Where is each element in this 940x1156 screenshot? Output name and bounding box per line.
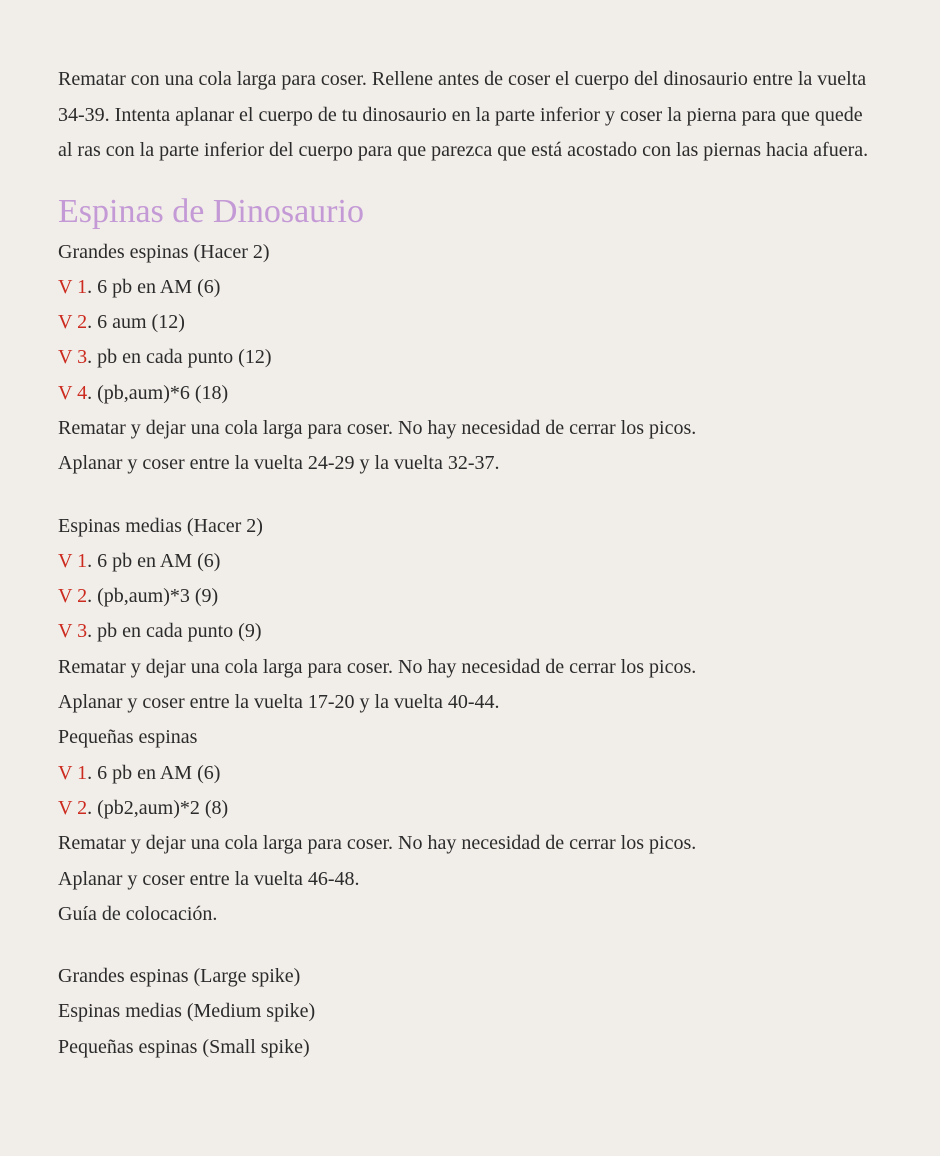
placement-guide-title: Guía de colocación.: [58, 902, 218, 925]
legend-large: Grandes espinas (Large spike): [58, 965, 301, 988]
small-round-1: [58, 756, 882, 791]
small-round-2: [58, 791, 882, 826]
medium-round-2: [58, 579, 882, 614]
round-label: V 1: [58, 761, 88, 784]
round-text: . pb en cada punto (9): [87, 620, 262, 643]
round-label: V 2: [58, 311, 88, 334]
large-finish-text: Rematar y dejar una cola larga para coser. No hay necesidad de cerrar los picos.: [58, 416, 697, 439]
round-label: V 1: [58, 275, 88, 298]
small-spikes-heading: Pequeñas espinas: [58, 726, 198, 749]
round-text: . 6 pb en AM (6): [87, 761, 221, 784]
round-text: . pb en cada punto (12): [87, 346, 272, 369]
round-text: . 6 pb en AM (6): [87, 275, 221, 298]
spacer: [58, 932, 882, 959]
large-round-3: [58, 340, 882, 375]
round-label: V 1: [58, 549, 88, 572]
round-label: V 2: [58, 796, 88, 819]
large-attach-text: Aplanar y coser entre la vuelta 24-29 y la vuelta 32-37.: [58, 452, 500, 475]
legend-small: Pequeñas espinas (Small spike): [58, 1035, 310, 1058]
intro-paragraph: Rematar con una cola larga para coser. Rellene antes de coser el cuerpo del dinosaurio entre la vuelta 34-39. Intenta aplanar el cuerpo de tu dinosaurio en la parte inferior y coser la pierna para que quede al ras con la parte inferior del cuerpo para que parezca que está acostado con las piernas hacia afuera.: [58, 68, 869, 161]
medium-round-3: [58, 614, 882, 649]
round-label: V 3: [58, 620, 88, 643]
small-attach-text: Aplanar y coser entre la vuelta 46-48.: [58, 867, 360, 890]
medium-finish-text: Rematar y dejar una cola larga para coser. No hay necesidad de cerrar los picos.: [58, 655, 697, 678]
medium-spikes-heading: Espinas medias (Hacer 2): [58, 514, 263, 537]
legend-medium: Espinas medias (Medium spike): [58, 1000, 316, 1023]
round-label: V 4: [58, 381, 88, 404]
round-text: . (pb,aum)*3 (9): [87, 585, 219, 608]
large-round-4: [58, 376, 882, 411]
round-text: . (pb,aum)*6 (18): [87, 381, 229, 404]
small-finish-text: Rematar y dejar una cola larga para coser. No hay necesidad de cerrar los picos.: [58, 832, 697, 855]
section-title: Espinas de Dinosaurio: [58, 192, 364, 230]
round-label: V 3: [58, 346, 88, 369]
round-text: . (pb2,aum)*2 (8): [87, 796, 229, 819]
medium-round-1: [58, 544, 882, 579]
large-round-1: [58, 270, 882, 305]
round-text: . 6 aum (12): [87, 311, 185, 334]
spacer: [58, 482, 882, 509]
round-label: V 2: [58, 585, 88, 608]
medium-attach-text: Aplanar y coser entre la vuelta 17-20 y la vuelta 40-44.: [58, 691, 500, 714]
round-text: . 6 pb en AM (6): [87, 549, 221, 572]
large-spikes-heading: Grandes espinas (Hacer 2): [58, 240, 270, 263]
large-round-2: [58, 305, 882, 340]
